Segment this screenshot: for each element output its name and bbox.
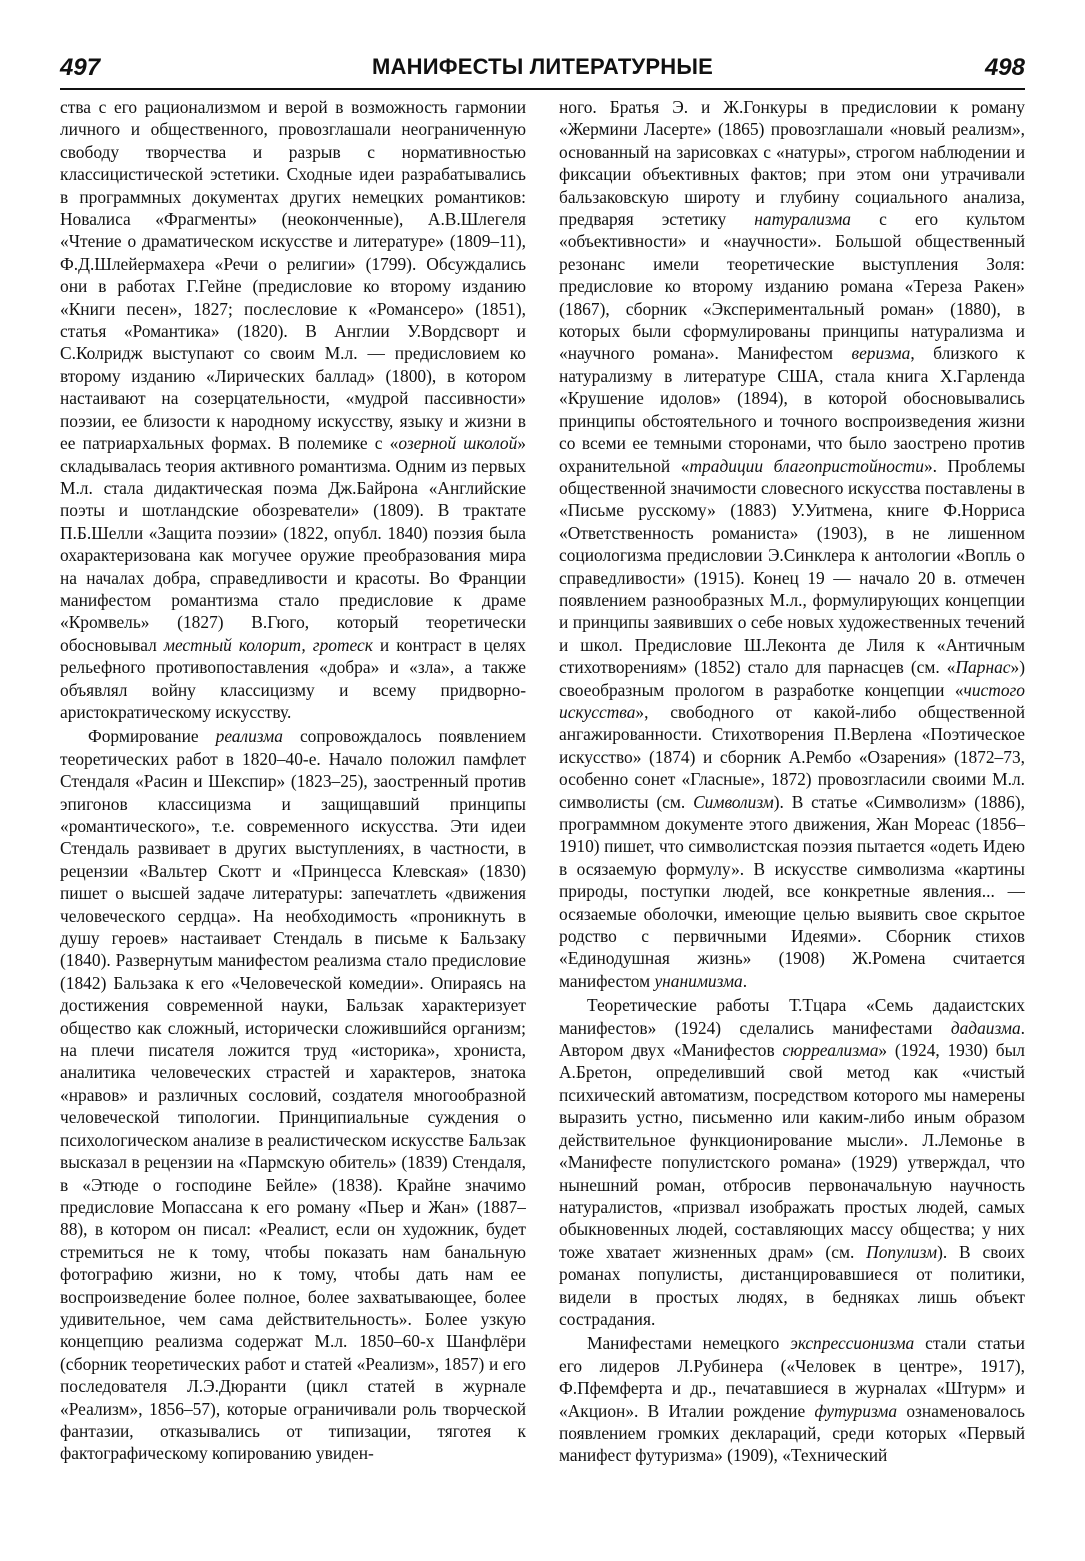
text-run: и контраст в целях рельефного противопоставления «добра» и «зла», а также объявлял войну классицизму и всему придворно-аристократическому искусству.	[60, 634, 526, 722]
italic-term: сюрреализма	[782, 1040, 879, 1061]
paragraph	[559, 1332, 1025, 1466]
paragraph	[60, 725, 526, 1464]
text-run: , близкого к натурализму в литературе США, стала книга Х.Гарленда «Крушение идолов» (1894), в которой обосновывались принципы обстоятельного и точного воспроизведения жизни со всеми ее темными сторонами, что было заострено против охранительной «	[559, 343, 1025, 476]
text-run: » складывалась теория активного романтизма. Одним из первых М.л. стала дидактическая поэма Дж.Байрона «Английские поэты и шотландские обозреватели» (1809). В трактате П.Б.Шелли «Защита поэзии» (1822, опубл. 1840) поэзия была охарактеризована как могучее оружие преобразования мира на началах добра, справедливости и красоты. Во Франции манифестом романтизма стало предисловие к драме «Кромвель» (1827) В.Гюго, который теоретически обосновывал	[60, 433, 526, 655]
text-run: Манифестами немецкого	[587, 1333, 791, 1354]
text-run: Формирование	[88, 726, 216, 747]
page-number-left: 497	[60, 54, 101, 81]
running-title: МАНИФЕСТЫ ЛИТЕРАТУРНЫЕ	[372, 54, 713, 79]
page-header	[60, 54, 1025, 90]
italic-term: натурализма	[754, 209, 852, 230]
italic-term: унанимизма	[654, 970, 743, 991]
text-run: ного. Братья Э. и Ж.Гонкуры в предисловии к роману «Жермини Ласерте» (1865) провозглашали «новый реализм», основанный на зарисовках с «натуры», строгом наблюдении и фиксации объективных фактов; при этом они утрачивали бальзаковскую широту и глубину социального анализа, предваряя эстетику	[559, 97, 1025, 230]
italic-term: футуризма	[814, 1400, 898, 1421]
text-run: ). В статье «Символизм» (1886), программном документе этого движения, Жан Мореас (1856–1910) пишет, что символистская поэзия пытается «одеть Идею в осязаемую формулу». В искусстве символизма «картины природы, поступки людей, все конкретные явления... — осязаемые оболочки, имеющие целью выявить свое скрытое родство с первичными Идеями». Сборник стихов «Единодушная жизнь» (1908) Ж.Ромена считается манифестом	[559, 791, 1025, 991]
italic-term: дадаизма	[950, 1017, 1021, 1038]
text-run: Теоретические работы Т.Тцара «Семь дадаистских манифестов» (1924) сделались манифестами	[559, 995, 1025, 1038]
italic-term: экспрессионизма	[790, 1333, 915, 1354]
text-run: . Автором двух «Манифестов	[559, 1017, 1025, 1061]
italic-term: Символизм	[693, 791, 774, 812]
italic-term: традиции благопристойности	[689, 455, 924, 476]
text-run: .	[742, 970, 748, 991]
paragraph	[559, 96, 1025, 992]
text-run: ознаменовалось появлением громких деклараций, среди которых «Первый манифест футуризма» (1909), «Технический	[559, 1400, 1025, 1466]
italic-term: Популизм	[866, 1241, 938, 1262]
italic-term: местный колорит, гротеск	[163, 634, 373, 655]
text-run: стали статьи его лидеров Л.Рубинера («Человек в центре», 1917), Ф.Пфемферта и др., печатавшиеся в журналах «Штурм» и «Акцион». В Италии рождение	[559, 1333, 1025, 1421]
text-run: » (1924, 1930) был А.Бретон, определивший свой метод как «чистый психический автоматизм, посредством которого мы намерены выразить устно, письменно или каким-либо иным образом действительное функционирование мысли». Л.Лемонье в «Манифесте популистского романа» (1929) утверждал, что нынешний роман, отбросив первоначальную научность натуралистов, «призвал изображать простых людей, самых обыкновенных людей, составляющих массу общества; у них тоже хватает жизненных драм» (см.	[559, 1040, 1025, 1262]
paragraph	[559, 994, 1025, 1330]
text-run: ». Проблемы общественной значимости словесного искусства поставлены в «Письме русскому» (1883) У.Уитмена, книге Ф.Норриса «Ответственность романиста» (1903), в не лишенном социологизма предисловии Э.Синклера к антологии «Вопль о справедливости» (1915). Конец 19 — начало 20 в. отмечен появлением разнообразных М.л., формулирующих концепции и принципы заявивших о себе новых художественных течений и школ. Предисловие Ш.Леконта де Лиля к «Античным стихотворениям» (1852) стало для парнасцев (см. «	[559, 455, 1025, 678]
italic-term: реализма	[215, 726, 283, 747]
text-run: сопровождалось появлением теоретических работ в 1820–40-е. Начало положил памфлет Стендаля «Расин и Шекспир» (1823–25), заостренный против эпигонов классицизма и защищавший принципы «романтического», т.е. современного искусства. Эти идеи Стендаль развивает в других выступлениях, в частности, в рецензии «Вальтер Скотт и «Принцесса Клевская» (1830) пишет о высшей задаче литературы: запечатлеть «движения человеческого сердца». На необходимость «проникнуть в душу героев» настаивает Стендаль в письме к Бальзаку (1840). Развернутым манифестом реализма стало предисловие (1842) Бальзака к его «Человеческой комедии». Опираясь на достижения современной науки, Бальзак характеризует общество как сложный, исторически сложившийся организм; на плечи писателя ложится труд «историка», хрониста, аналитика человеческих страстей и характеров, знатока «нравов» и различных сословий, создателя многообразной человеческой типологии. Принципиальные суждения о психологическом анализе в реалистическом искусстве Бальзак высказал в рецензии на «Пармскую обитель» (1839) Стендаля, в «Этюде о господине Бейле» (1838). Крайне значимо предисловие Мопассана к его роману «Пьер и Жан» (1887–88), в котором он писал: «Реалист, если он художник, будет стремиться не к тому, чтобы показать нам банальную фотографию жизни, но к тому, чтобы дать нам ее воспроизведение более полное, более захватывающее, более удивительное, чем сама действительность». Более узкую концепцию реализма содержат М.л. 1850–60-х Шанфлёри (сборник теоретических работ и статей «Реализм», 1857) и его последователя Л.Э.Дюранти (цикл статей в журнале «Реализм», 1856–57), которые ограничивали роль творческой фантазии, отказывались от типизации, тяготея к фактографическому копированию увиден-	[60, 726, 526, 1464]
text-run: ») своеобразным прологом в разработке концепции «	[559, 657, 1025, 700]
page-number-right: 498	[984, 54, 1025, 81]
italic-term: Парнас	[955, 657, 1011, 678]
text-run: », свободного от какой-либо общественной ангажированности. Стихотворения П.Верлена «Поэтическое искусство» (1874) и сборник А.Рембо «Озарения» (1872–73, особенно сонет «Гласные», 1872) провозгласили своими М.л. символисты (см.	[559, 701, 1025, 812]
left-column	[60, 96, 526, 1546]
text-run: с его культом «объективности» и «научности». Большой общественный резонанс имели теоретические выступления Золя: предисловие ко второму изданию романа «Тереза Ракен» (1867), сборник «Экспериментальный роман» (1880), в которых были сформулированы принципы натурализма и «научного романа». Манифестом	[559, 209, 1025, 364]
paragraph	[60, 96, 526, 723]
text-run: ). В своих романах популисты, дистанцировавшиеся от политики, видели в простых людях, в бедняках лишь объект сострадания.	[559, 1241, 1025, 1329]
italic-term: веризма	[851, 343, 911, 364]
text-run: ства с его рационализмом и верой в возможность гармонии личного и общественного, провозглашали неограниченную свободу творчества и разрыв с нормативностью классицистической эстетики. Сходные идеи разрабатывались в программных документах других немецких романтиков: Новалиса «Фрагменты» (неоконченные), А.В.Шлегеля «Чтение о драматическом искусстве и литературе» (1809–11), Ф.Д.Шлейермахера «Речи о религии» (1799). Обсуждались они в работах Г.Гейне (предисловие ко второму изданию «Книги песен», 1827; послесловие к «Романсеро» (1851), статья «Романтика» (1820). В Англии У.Вордсворт и С.Колридж выступают со своим М.л. — предисловием ко второму изданию «Лирических баллад» (1800), в котором настаивают на созерцательности, «мудрой пассивности» поэзии, ее близости к народному искусству, языку и жизни в ее патриархальных формах. В полемике с «	[60, 97, 526, 454]
right-column	[559, 96, 1025, 1546]
italic-term: озерной школой	[398, 433, 518, 454]
italic-term: чистого искусства	[559, 679, 1025, 722]
